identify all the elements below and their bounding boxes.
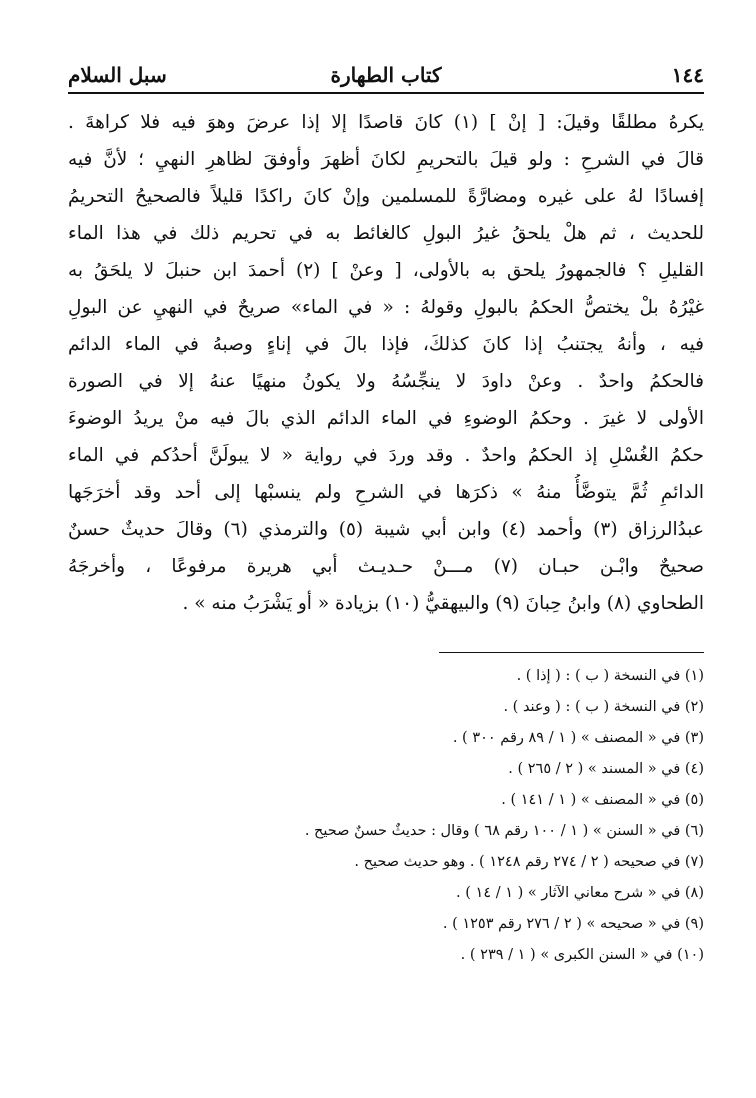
footnote: (٦) في « السنن » ( ١ / ١٠٠ رقم ٦٨ ) وقال : حديثٌ حسنٌ صحيح . xyxy=(304,823,704,839)
text-line: قالَ في الشرحِ : ولو قيلَ بالتحريمِ لكانَ أظهرَ وأوفقَ لظاهرِ النهيِ ؛ لأنَّ فيه xyxy=(68,149,704,170)
footnote: (٥) في « المصنف » ( ١ / ١٤١ ) . xyxy=(501,792,704,808)
text-line: الأولى لا غيرَ . وحكمُ الوضوءِ في الماء الدائم الذي بالَ فيه منْ يريدُ الوضوءَ xyxy=(68,408,704,429)
text-line: إفسادًا لهُ على غيره ومضارَّةً للمسلمين وإنْ كانَ راكدًا قليلاً فالصحيحُ التحريمُ xyxy=(68,186,704,207)
text-line: يكرهُ مطلقًا وقيلَ: [ إنْ ] (١) كانَ قاصدًا إلا إذا عرضَ وهوَ فيه فلا كراهةَ . xyxy=(68,112,704,133)
text-line: صحيحٌ وابْـن حبـان (٧) مـــنْ حـديـث أبي هريرة مرفوعًا ، وأخرجَهُ xyxy=(68,556,704,577)
text-line: القليلِ ؟ فالجمهورُ يلحق به بالأولى، [ وعنْ ] (٢) أحمدَ ابن حنبلَ لا يلحَقُ به xyxy=(68,260,704,281)
text-line: فالحكمُ واحدٌ . وعنْ داودَ لا ينجِّسُهُ ولا يكونُ منهيًا عنهُ إلا في الصورة xyxy=(68,371,704,392)
book-page xyxy=(68,58,704,971)
text-line: فيه ، وأنهُ يجتنبُ إذا كانَ كذلكَ، فإذا بالَ في إناءٍ وصبهُ في الماء الدائم xyxy=(68,334,704,355)
text-line: حكمُ الغُسْلِ إذ الحكمُ واحدٌ . وقد وردَ في رواية « لا يبولَنَّ أحدُكم في الماء xyxy=(68,445,704,466)
text-line: للحديث ، ثم هلْ يلحقُ غيرُ البولِ كالغائط به في تحريم ذلك في هذا الماء xyxy=(68,223,704,244)
page-header xyxy=(68,58,704,94)
book-title: سبل السلام xyxy=(68,63,167,87)
text-line: غيْرُهُ بلْ يختصُّ الحكمُ بالبولِ وقولهُ : « في الماء» صريحٌ في النهيِ عن البولِ xyxy=(68,297,704,318)
page-number: ١٤٤ xyxy=(671,63,704,87)
footnotes xyxy=(68,661,704,971)
footnote-divider xyxy=(439,652,704,653)
footnote: (٢) في النسخة ( ب ) : ( وعند ) . xyxy=(503,699,704,715)
footnote: (١٠) في « السنن الكبرى » ( ١ / ٢٣٩ ) . xyxy=(460,947,704,963)
footnote: (٩) في « صحيحه » ( ٢ / ٢٧٦ رقم ١٢٥٣ ) . xyxy=(442,916,704,932)
footnote: (١) في النسخة ( ب ) : ( إذا ) . xyxy=(516,668,704,684)
chapter-title: كتاب الطهارة xyxy=(330,63,442,87)
footnote: (٧) في صحيحه ( ٢ / ٢٧٤ رقم ١٢٤٨ ) . وهو حديث صحيح . xyxy=(354,854,704,870)
main-text xyxy=(68,104,704,622)
footnote: (٤) في « المسند » ( ٢ / ٢٦٥ ) . xyxy=(508,761,704,777)
text-line: عبدُالرزاق (٣) وأحمد (٤) وابن أبي شيبة (٥) والترمذي (٦) وقالَ حديثٌ حسنٌ xyxy=(68,519,704,540)
footnote: (٨) في « شرح معاني الآثار » ( ١ / ١٤ ) . xyxy=(456,885,704,901)
text-line: الدائمِ ثُمَّ يتوضَّأُ منهُ » ذكرَها في الشرحِ ولم ينسبْها إلى أحد وقد أخرَجَها xyxy=(68,482,704,503)
footnote: (٣) في « المصنف » ( ١ / ٨٩ رقم ٣٠٠ ) . xyxy=(452,730,704,746)
text-line: الطحاوي (٨) وابنُ حِبانَ (٩) والبيهقيُّ (١٠) بزيادة « أو يَشْرَبُ منه » . xyxy=(182,593,704,614)
